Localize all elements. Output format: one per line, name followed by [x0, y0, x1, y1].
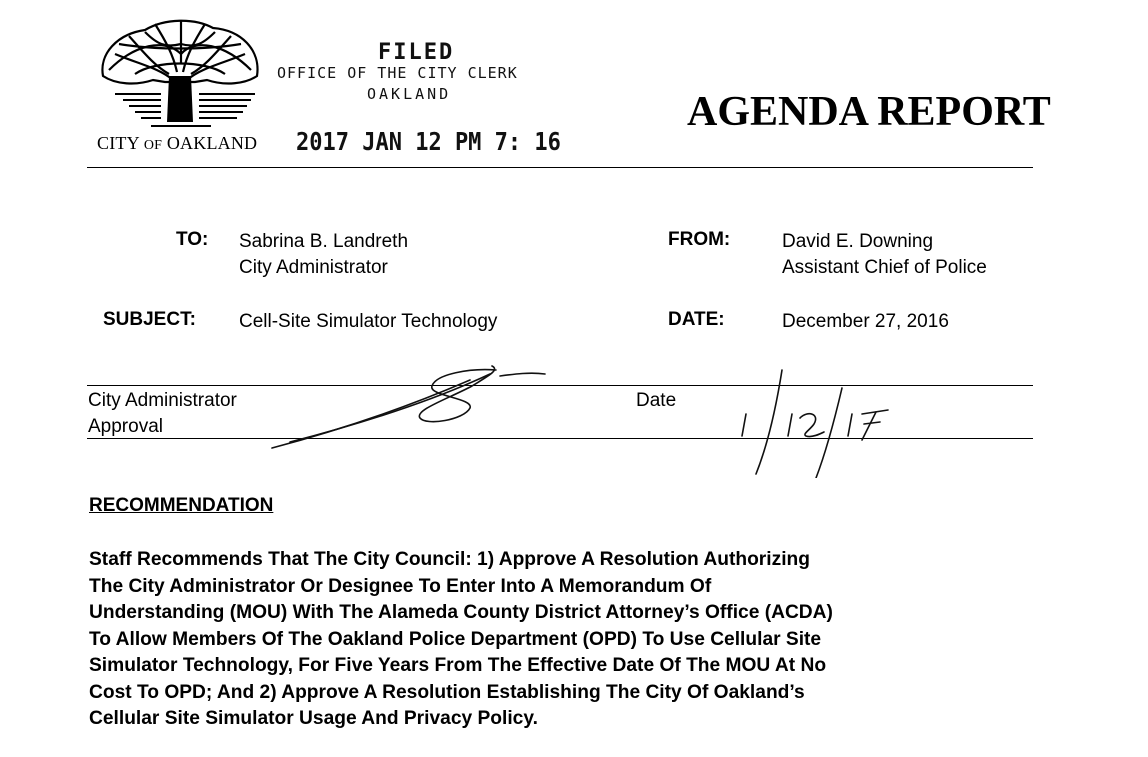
subject-label: SUBJECT:	[103, 309, 196, 330]
date-value: December 27, 2016	[782, 311, 949, 332]
recommendation-line: Cellular Site Simulator Usage And Privacy Policy.	[89, 708, 538, 729]
approval-date-label: Date	[636, 390, 677, 411]
city-name	[97, 133, 257, 154]
document-title: AGENDA REPORT	[687, 89, 1051, 135]
recommendation-line: The City Administrator Or Designee To Enter Into A Memorandum Of	[89, 575, 712, 597]
recommendation-line: Simulator Technology, For Five Years From The Effective Date Of The MOU At No	[89, 655, 827, 676]
oak-tree-logo-icon	[95, 14, 265, 132]
subject-value: Cell-Site Simulator Technology	[239, 311, 498, 332]
header-divider	[87, 167, 1033, 168]
recommendation-heading: RECOMMENDATION	[89, 495, 274, 516]
stamp-datetime: 2017 JAN 12 PM 7: 16	[296, 127, 561, 156]
recommendation-line: Staff Recommends That The City Council: 1) Approve A Resolution Authorizing	[89, 549, 810, 570]
from-name: David E. Downing	[782, 231, 934, 252]
handwritten-date-icon	[730, 368, 900, 478]
approval-signature-icon	[260, 362, 560, 458]
recommendation-line: Cost To OPD; And 2) Approve A Resolution Establishing The City Of Oakland’s	[89, 681, 805, 703]
approval-label-line1: City Administrator	[88, 390, 237, 411]
approval-label-line2: Approval	[88, 416, 163, 437]
to-label: TO:	[176, 229, 209, 250]
stamp-filed: FILED	[378, 40, 455, 65]
stamp-city: OAKLAND	[367, 85, 452, 103]
from-label: FROM:	[668, 229, 731, 250]
to-name: Sabrina B. Landreth	[239, 231, 409, 252]
recommendation-line: Understanding (MOU) With The Alameda County District Attorney’s Office (ACDA)	[89, 602, 833, 623]
to-title: City Administrator	[239, 257, 388, 278]
city-name-city: CITY	[97, 133, 140, 153]
city-name-oakland: OAKLAND	[166, 133, 258, 153]
recommendation-body	[89, 547, 1099, 733]
city-name-of: OF	[143, 138, 163, 153]
stamp-office: OFFICE OF THE CITY CLERK	[277, 64, 518, 82]
date-label: DATE:	[668, 309, 725, 330]
recommendation-line: To Allow Members Of The Oakland Police Department (OPD) To Use Cellular Site	[89, 628, 822, 650]
from-title: Assistant Chief of Police	[782, 257, 987, 278]
